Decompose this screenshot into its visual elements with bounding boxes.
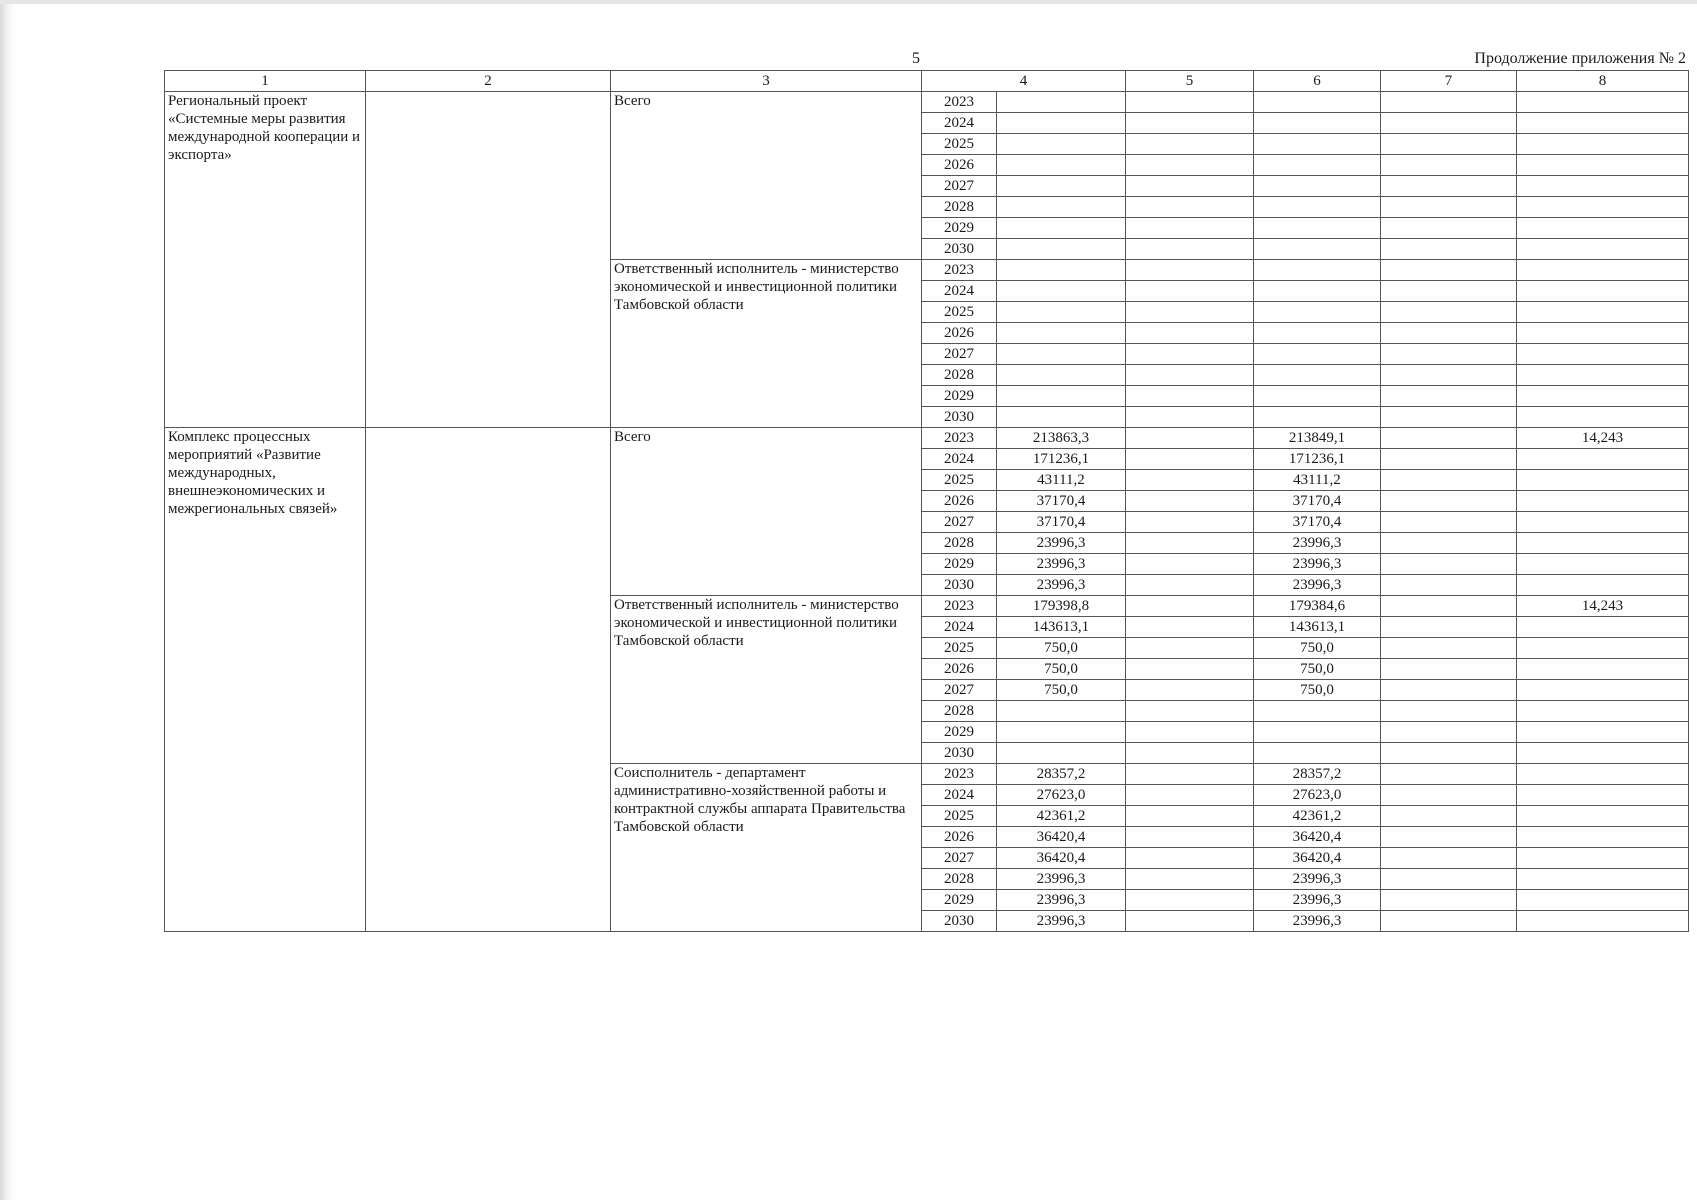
col4-value-cell: 23996,3 [997,554,1126,575]
col6-value-cell [1254,407,1381,428]
col8-value-cell [1517,848,1689,869]
col7-value-cell [1381,197,1517,218]
col8-value-cell [1517,533,1689,554]
col7-value-cell [1381,218,1517,239]
col8-value-cell [1517,785,1689,806]
year-cell: 2023 [922,596,997,617]
year-cell: 2026 [922,155,997,176]
col5-value-cell [1126,134,1254,155]
col4-value-cell [997,722,1126,743]
col5-value-cell [1126,764,1254,785]
col4-value-cell [997,743,1126,764]
col4-value-cell [997,113,1126,134]
col6-value-cell [1254,239,1381,260]
year-cell: 2025 [922,470,997,491]
col5-value-cell [1126,638,1254,659]
col4-value-cell: 23996,3 [997,533,1126,554]
table-body [165,92,1689,932]
col7-value-cell [1381,722,1517,743]
col5-value-cell [1126,386,1254,407]
year-cell: 2029 [922,890,997,911]
header-col-5: 5 [1126,71,1254,92]
year-cell: 2025 [922,302,997,323]
col8-value-cell [1517,806,1689,827]
col6-value-cell: 37170,4 [1254,512,1381,533]
col8-value-cell [1517,449,1689,470]
col8-value-cell [1517,260,1689,281]
header-col-1: 1 [165,71,366,92]
col5-value-cell [1126,239,1254,260]
col4-value-cell [997,92,1126,113]
col4-value-cell: 23996,3 [997,869,1126,890]
col6-value-cell: 23996,3 [1254,911,1381,932]
year-cell: 2028 [922,701,997,722]
col5-value-cell [1126,596,1254,617]
col4-value-cell: 750,0 [997,659,1126,680]
col5-value-cell [1126,848,1254,869]
col4-value-cell: 36420,4 [997,827,1126,848]
year-cell: 2027 [922,176,997,197]
col5-value-cell [1126,533,1254,554]
col6-value-cell: 179384,6 [1254,596,1381,617]
col8-value-cell [1517,869,1689,890]
col8-value-cell [1517,281,1689,302]
col8-value-cell [1517,638,1689,659]
col7-value-cell [1381,827,1517,848]
col4-value-cell: 36420,4 [997,848,1126,869]
col8-value-cell [1517,617,1689,638]
col5-value-cell [1126,407,1254,428]
year-cell: 2023 [922,764,997,785]
col8-value-cell [1517,155,1689,176]
col8-value-cell [1517,512,1689,533]
col5-value-cell [1126,617,1254,638]
year-cell: 2028 [922,197,997,218]
col7-value-cell [1381,491,1517,512]
col7-value-cell [1381,596,1517,617]
col5-value-cell [1126,512,1254,533]
executor-cell: Ответственный исполнитель - министерство экономической и инвестиционной политики Тамбовской области [611,260,922,428]
col6-value-cell [1254,281,1381,302]
col8-value-cell [1517,491,1689,512]
header-col-4: 4 [922,71,1126,92]
col5-value-cell [1126,890,1254,911]
col5-value-cell [1126,176,1254,197]
col5-value-cell [1126,680,1254,701]
column-number-header [165,71,1689,92]
col7-value-cell [1381,764,1517,785]
col5-value-cell [1126,869,1254,890]
col7-value-cell [1381,470,1517,491]
year-cell: 2024 [922,617,997,638]
col4-value-cell [997,407,1126,428]
col5-value-cell [1126,155,1254,176]
col8-value-cell [1517,323,1689,344]
col8-value-cell [1517,911,1689,932]
year-cell: 2023 [922,92,997,113]
col4-value-cell: 179398,8 [997,596,1126,617]
col6-value-cell: 43111,2 [1254,470,1381,491]
table-row [165,428,1689,449]
col7-value-cell [1381,659,1517,680]
col4-value-cell: 213863,3 [997,428,1126,449]
year-cell: 2027 [922,848,997,869]
col5-value-cell [1126,323,1254,344]
year-cell: 2029 [922,218,997,239]
col7-value-cell [1381,449,1517,470]
header-col-6: 6 [1254,71,1381,92]
page-number: 5 [912,50,920,67]
col7-value-cell [1381,680,1517,701]
year-cell: 2030 [922,911,997,932]
col6-value-cell [1254,134,1381,155]
col6-value-cell: 171236,1 [1254,449,1381,470]
col6-value-cell [1254,155,1381,176]
col6-value-cell [1254,113,1381,134]
year-cell: 2029 [922,386,997,407]
col7-value-cell [1381,344,1517,365]
col8-value-cell: 14,243 [1517,428,1689,449]
col5-value-cell [1126,554,1254,575]
col8-value-cell [1517,764,1689,785]
col6-value-cell: 750,0 [1254,680,1381,701]
col8-value-cell [1517,365,1689,386]
col6-value-cell: 36420,4 [1254,827,1381,848]
col5-value-cell [1126,344,1254,365]
year-cell: 2024 [922,785,997,806]
col4-value-cell: 43111,2 [997,470,1126,491]
col8-value-cell [1517,176,1689,197]
col6-value-cell [1254,722,1381,743]
year-cell: 2024 [922,449,997,470]
year-cell: 2026 [922,323,997,344]
col7-value-cell [1381,869,1517,890]
col4-value-cell [997,260,1126,281]
col5-value-cell [1126,785,1254,806]
col6-value-cell: 28357,2 [1254,764,1381,785]
year-cell: 2024 [922,113,997,134]
col4-value-cell: 143613,1 [997,617,1126,638]
col4-value-cell: 750,0 [997,638,1126,659]
col7-value-cell [1381,239,1517,260]
col5-value-cell [1126,491,1254,512]
col8-value-cell [1517,659,1689,680]
col5-value-cell [1126,827,1254,848]
col8-value-cell: 14,243 [1517,596,1689,617]
program-name-cell: Региональный проект «Системные меры развития международной кооперации и экспорта» [165,92,366,428]
col7-value-cell [1381,302,1517,323]
appendix-continuation-note: Продолжение приложения № 2 [1474,50,1686,67]
table-row [165,92,1689,113]
executor-cell: Ответственный исполнитель - министерство экономической и инвестиционной политики Тамбовской области [611,596,922,764]
col4-value-cell: 23996,3 [997,911,1126,932]
col4-value-cell [997,281,1126,302]
header-col-2: 2 [366,71,611,92]
col5-value-cell [1126,365,1254,386]
col5-value-cell [1126,575,1254,596]
col7-value-cell [1381,743,1517,764]
col4-value-cell: 23996,3 [997,575,1126,596]
col4-value-cell [997,176,1126,197]
col6-value-cell [1254,701,1381,722]
col7-value-cell [1381,92,1517,113]
col6-value-cell: 27623,0 [1254,785,1381,806]
col5-value-cell [1126,743,1254,764]
col7-value-cell [1381,134,1517,155]
col4-value-cell [997,701,1126,722]
col5-value-cell [1126,806,1254,827]
col8-value-cell [1517,575,1689,596]
col6-value-cell [1254,365,1381,386]
col5-value-cell [1126,722,1254,743]
col4-value-cell [997,218,1126,239]
col7-value-cell [1381,617,1517,638]
col7-value-cell [1381,155,1517,176]
col8-value-cell [1517,134,1689,155]
col7-value-cell [1381,806,1517,827]
col8-value-cell [1517,680,1689,701]
col7-value-cell [1381,407,1517,428]
col8-value-cell [1517,92,1689,113]
year-cell: 2027 [922,512,997,533]
year-cell: 2027 [922,344,997,365]
year-cell: 2030 [922,239,997,260]
col6-value-cell: 23996,3 [1254,869,1381,890]
col4-value-cell [997,386,1126,407]
year-cell: 2028 [922,365,997,386]
year-cell: 2027 [922,680,997,701]
year-cell: 2025 [922,638,997,659]
col8-value-cell [1517,239,1689,260]
col7-value-cell [1381,176,1517,197]
col8-value-cell [1517,344,1689,365]
col6-value-cell: 750,0 [1254,638,1381,659]
col5-value-cell [1126,701,1254,722]
col7-value-cell [1381,701,1517,722]
year-cell: 2029 [922,554,997,575]
col6-value-cell: 23996,3 [1254,554,1381,575]
col6-value-cell [1254,260,1381,281]
col5-value-cell [1126,260,1254,281]
header-col-8: 8 [1517,71,1689,92]
col8-value-cell [1517,554,1689,575]
col8-value-cell [1517,470,1689,491]
col6-value-cell: 143613,1 [1254,617,1381,638]
col7-value-cell [1381,281,1517,302]
col6-value-cell [1254,344,1381,365]
col5-value-cell [1126,197,1254,218]
col7-value-cell [1381,638,1517,659]
col8-value-cell [1517,722,1689,743]
col7-value-cell [1381,785,1517,806]
col4-value-cell: 27623,0 [997,785,1126,806]
col4-value-cell [997,302,1126,323]
col4-value-cell: 750,0 [997,680,1126,701]
col6-value-cell: 42361,2 [1254,806,1381,827]
col4-value-cell [997,134,1126,155]
year-cell: 2026 [922,491,997,512]
year-cell: 2026 [922,827,997,848]
col6-value-cell [1254,386,1381,407]
year-cell: 2028 [922,533,997,554]
col6-value-cell [1254,302,1381,323]
col6-value-cell: 23996,3 [1254,575,1381,596]
year-cell: 2023 [922,428,997,449]
col4-value-cell: 37170,4 [997,491,1126,512]
col8-value-cell [1517,890,1689,911]
year-cell: 2028 [922,869,997,890]
col7-value-cell [1381,848,1517,869]
col7-value-cell [1381,260,1517,281]
col6-value-cell: 23996,3 [1254,890,1381,911]
year-cell: 2026 [922,659,997,680]
col8-value-cell [1517,113,1689,134]
col4-value-cell: 23996,3 [997,890,1126,911]
col5-value-cell [1126,659,1254,680]
year-cell: 2030 [922,575,997,596]
col6-value-cell: 37170,4 [1254,491,1381,512]
col7-value-cell [1381,554,1517,575]
col5-value-cell [1126,911,1254,932]
col5-value-cell [1126,302,1254,323]
col8-value-cell [1517,218,1689,239]
col4-value-cell: 28357,2 [997,764,1126,785]
col8-value-cell [1517,302,1689,323]
col7-value-cell [1381,890,1517,911]
year-cell: 2024 [922,281,997,302]
col5-value-cell [1126,428,1254,449]
col4-value-cell [997,344,1126,365]
col5-value-cell [1126,113,1254,134]
col5-value-cell [1126,218,1254,239]
col6-value-cell [1254,218,1381,239]
year-cell: 2025 [922,806,997,827]
col6-value-cell [1254,176,1381,197]
col7-value-cell [1381,323,1517,344]
financing-table [164,70,1689,932]
col6-value-cell: 36420,4 [1254,848,1381,869]
col8-value-cell [1517,827,1689,848]
executor-cell: Всего [611,92,922,260]
col7-value-cell [1381,365,1517,386]
executor-cell: Соисполнитель - департамент административно-хозяйственной работы и контрактной службы аппарата Правительства Тамбовской области [611,764,922,932]
col8-value-cell [1517,701,1689,722]
scan-shadow-top [0,0,1697,4]
col8-value-cell [1517,743,1689,764]
col5-value-cell [1126,92,1254,113]
col4-value-cell [997,239,1126,260]
year-cell: 2030 [922,743,997,764]
col5-value-cell [1126,281,1254,302]
col4-value-cell [997,155,1126,176]
col6-value-cell [1254,323,1381,344]
col6-value-cell: 750,0 [1254,659,1381,680]
col2-cell [366,428,611,932]
col8-value-cell [1517,407,1689,428]
col7-value-cell [1381,428,1517,449]
col5-value-cell [1126,449,1254,470]
col5-value-cell [1126,470,1254,491]
year-cell: 2025 [922,134,997,155]
col7-value-cell [1381,533,1517,554]
executor-cell: Всего [611,428,922,596]
col2-cell [366,92,611,428]
year-cell: 2023 [922,260,997,281]
col6-value-cell: 23996,3 [1254,533,1381,554]
col8-value-cell [1517,386,1689,407]
program-name-cell: Комплекс процессных мероприятий «Развитие международных, внешнеэкономических и межрегиональных связей» [165,428,366,932]
col7-value-cell [1381,113,1517,134]
col6-value-cell [1254,743,1381,764]
col7-value-cell [1381,575,1517,596]
year-cell: 2030 [922,407,997,428]
col4-value-cell [997,323,1126,344]
header-col-3: 3 [611,71,922,92]
col7-value-cell [1381,386,1517,407]
col4-value-cell: 171236,1 [997,449,1126,470]
col6-value-cell: 213849,1 [1254,428,1381,449]
col6-value-cell [1254,197,1381,218]
col4-value-cell: 37170,4 [997,512,1126,533]
header-col-7: 7 [1381,71,1517,92]
col7-value-cell [1381,911,1517,932]
col4-value-cell: 42361,2 [997,806,1126,827]
year-cell: 2029 [922,722,997,743]
col4-value-cell [997,365,1126,386]
col6-value-cell [1254,92,1381,113]
col4-value-cell [997,197,1126,218]
scan-shadow [0,0,14,1200]
col8-value-cell [1517,197,1689,218]
col7-value-cell [1381,512,1517,533]
